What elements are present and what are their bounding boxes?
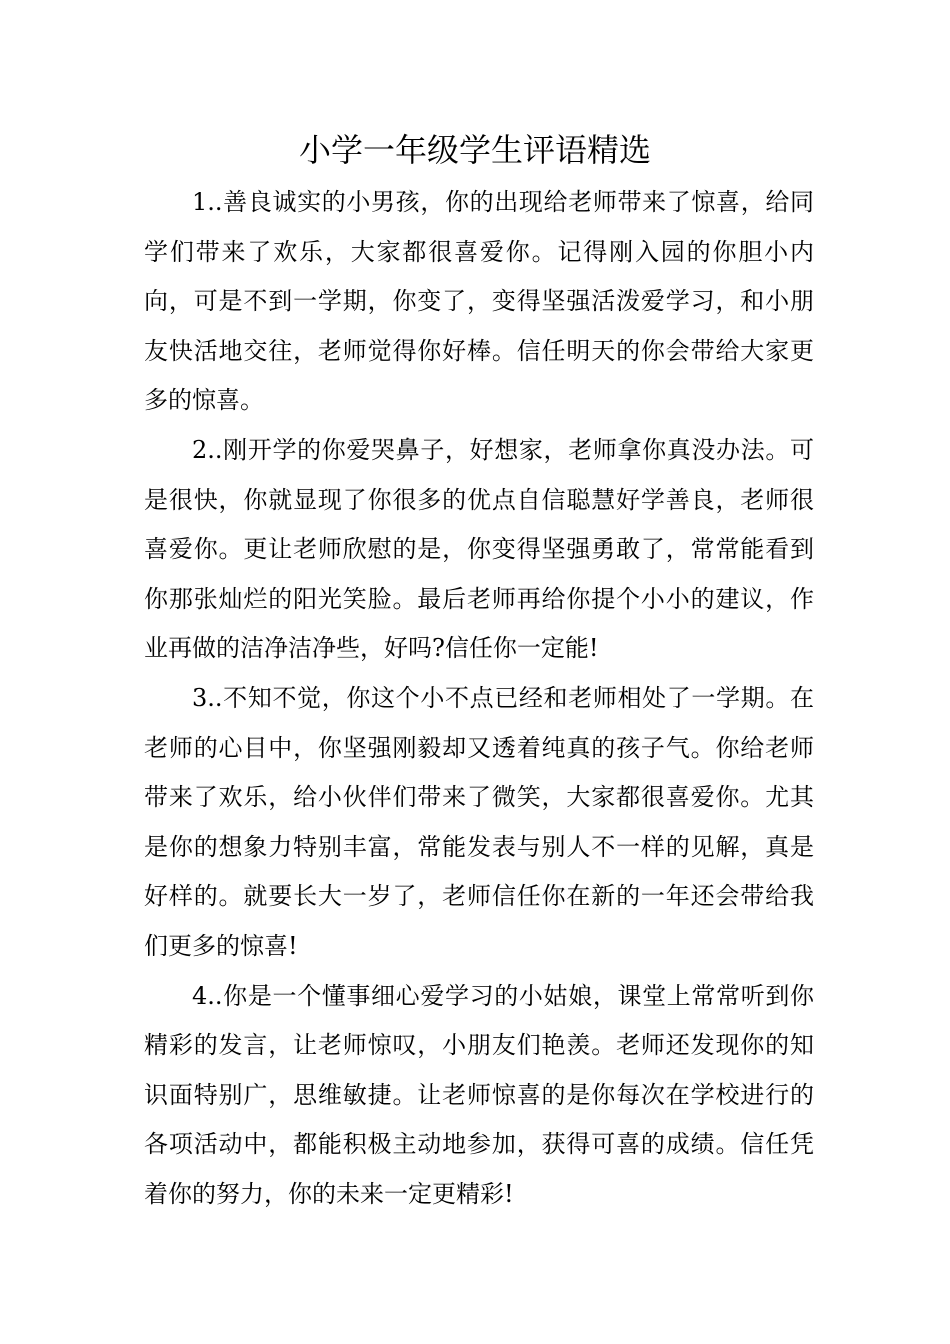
- comment-paragraph-1: 1..善良诚实的小男孩，你的出现给老师带来了惊喜，给同学们带来了欢乐，大家都很喜爱你。记得刚入园的你胆小内向，可是不到一学期，你变了，变得坚强活泼爱学习，和小朋友快活地交往，老师觉得你好棒。信任明天的你会带给大家更多的惊喜。: [144, 188, 814, 415]
- comment-paragraph-3: 3..不知不觉，你这个小不点已经和老师相处了一学期。在老师的心目中，你坚强刚毅却又透着纯真的孩子气。你给老师带来了欢乐，给小伙伴们带来了微笑，大家都很喜爱你。尤其是你的想象力特别丰富，常能发表与别人不一样的见解，真是好样的。就要长大一岁了，老师信任你在新的一年还会带给我们更多的惊喜!: [144, 683, 814, 960]
- document-title: 小学一年级学生评语精选: [298, 131, 651, 169]
- comment-paragraph-4: 4..你是一个懂事细心爱学习的小姑娘，课堂上常常听到你精彩的发言，让老师惊叹，小朋友们艳羡。老师还发现你的知识面特别广，思维敏捷。让老师惊喜的是你每次在学校进行的各项活动中，都能积极主动地参加，获得可喜的成绩。信任凭着你的努力，你的未来一定更精彩!: [144, 981, 814, 1208]
- comment-paragraph-2: 2..刚开学的你爱哭鼻子，好想家，老师拿你真没办法。可是很快，你就显现了你很多的优点自信聪慧好学善良，老师很喜爱你。更让老师欣慰的是，你变得坚强勇敢了，常常能看到你那张灿烂的阳光笑脸。最后老师再给你提个小小的建议，作业再做的洁净洁净些，好吗?信任你一定能!: [144, 435, 814, 663]
- document-body: [144, 178, 814, 1219]
